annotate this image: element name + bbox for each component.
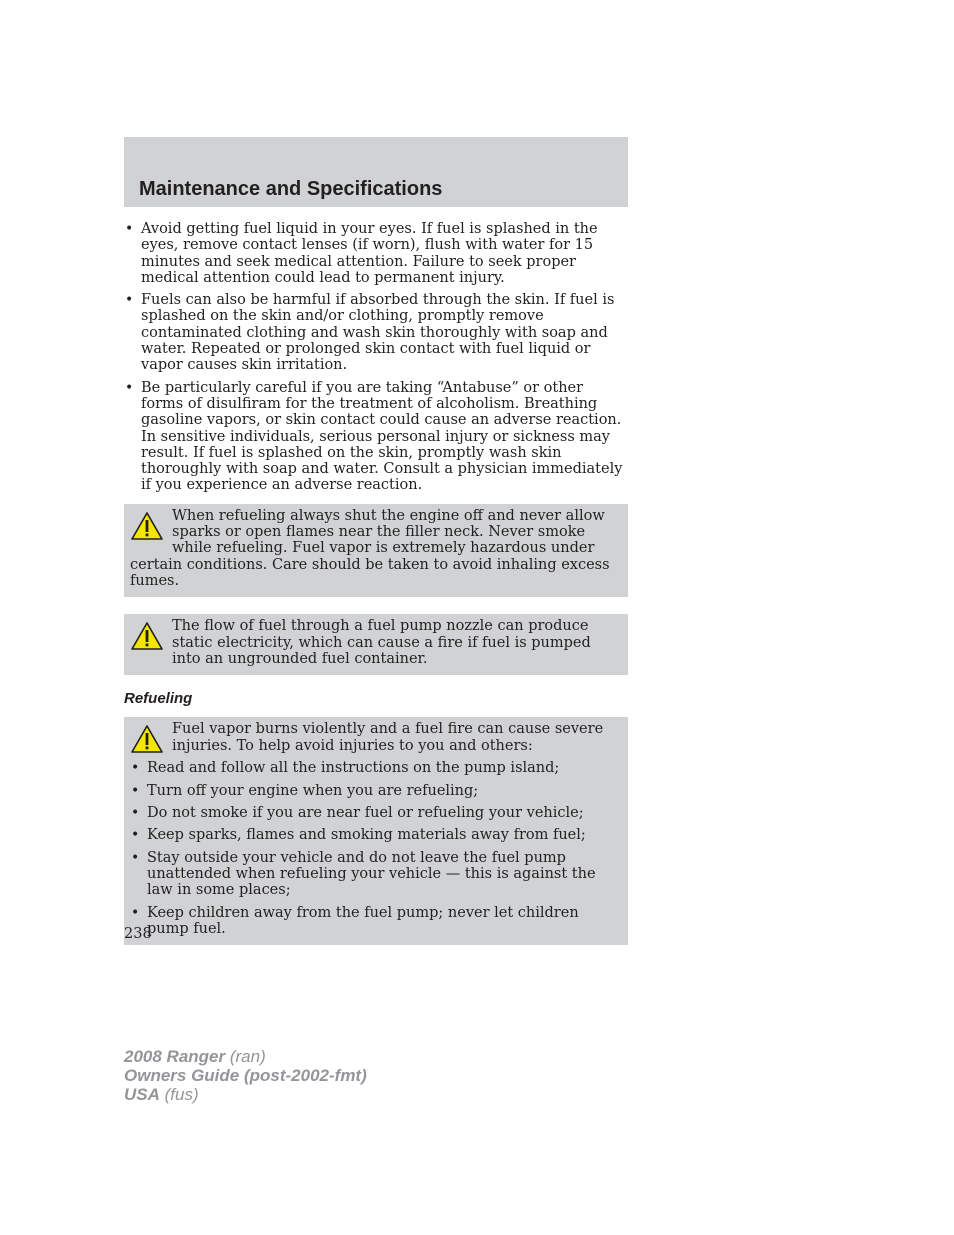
list-item: • Be particularly careful if you are taking “Antabuse” or other forms of disulfiram for the treatment of alcoholism. Breathing gasoline vapors, or skin contact could cause an adverse reaction. In sensitive individuals, serious personal injury or sickness may result. If fuel is splashed on the skin, promptly wash skin thoroughly with soap and water. Consult a physician immediately if you experience an adverse reaction.	[125, 379, 623, 494]
page-number: 238	[124, 926, 152, 942]
list-item: • Fuels can also be harmful if absorbed through the skin. If fuel is splashed on the skin and/or clothing, promptly remove contaminated clothing and wash skin thoroughly with soap and water. Repeated or prolonged skin contact with fuel liquid or vapor causes skin irritation.	[125, 292, 615, 374]
list-item: • Stay outside your vehicle and do not leave the fuel pump unattended when refueling your vehicle — this is against the law in some places;	[131, 849, 596, 899]
warning-box-refueling-engine-off	[124, 504, 628, 597]
warning-text: The flow of fuel through a fuel pump nozzle can produce static electricity, which can cause a fire if fuel is pumped into an ungrounded fuel container.	[172, 618, 591, 667]
bullet-glyph: •	[131, 760, 140, 777]
intro-bullet-list	[124, 221, 628, 494]
bullet-glyph: •	[131, 849, 140, 866]
bullet-glyph: •	[131, 827, 140, 844]
bullet-glyph: •	[131, 805, 140, 822]
footer-line-model: 2008 Ranger (ran)	[124, 1047, 266, 1066]
bullet-glyph: •	[125, 292, 134, 309]
section-header	[124, 137, 628, 207]
warning-box-refueling	[124, 717, 628, 945]
list-item: • Do not smoke if you are near fuel or refueling your vehicle;	[131, 805, 584, 822]
document-footer	[124, 1047, 367, 1104]
warning-text: Fuel vapor burns violently and a fuel fire can cause severe injuries. To help avoid injuries to you and others:	[172, 721, 604, 754]
warning-text: When refueling always shut the engine off and never allow sparks or open flames near the filler neck. Never smoke while refueling. Fuel vapor is extremely hazardous under certain conditions. Care should be taken to avoid inhaling excess fumes.	[130, 507, 610, 589]
page-content	[124, 221, 628, 945]
list-item: • Keep sparks, flames and smoking materials away from fuel;	[131, 827, 586, 844]
bullet-glyph: •	[131, 904, 140, 921]
list-item: • Keep children away from the fuel pump; never let children pump fuel.	[131, 904, 579, 937]
list-item: • Read and follow all the instructions on the pump island;	[131, 760, 560, 777]
refueling-heading: Refueling	[124, 690, 193, 708]
bullet-glyph: •	[125, 379, 134, 396]
footer-line-region: USA (fus)	[124, 1085, 199, 1104]
footer-line-guide: Owners Guide (post-2002-fmt)	[124, 1066, 367, 1085]
warning-triangle-icon	[130, 511, 164, 541]
warning-box-static-electricity	[124, 614, 628, 675]
bullet-glyph: •	[131, 782, 140, 799]
refueling-bullet-list	[130, 754, 622, 937]
list-item: • Avoid getting fuel liquid in your eyes. If fuel is splashed in the eyes, remove contact lenses (if worn), flush with water for 15 minutes and seek medical attention. Failure to seek proper medical attention could lead to permanent injury.	[125, 221, 598, 286]
section-title: Maintenance and Specifications	[139, 178, 443, 200]
warning-triangle-icon	[130, 724, 164, 754]
bullet-glyph: •	[125, 221, 134, 237]
list-item: • Turn off your engine when you are refueling;	[131, 782, 479, 799]
warning-triangle-icon	[130, 621, 164, 651]
